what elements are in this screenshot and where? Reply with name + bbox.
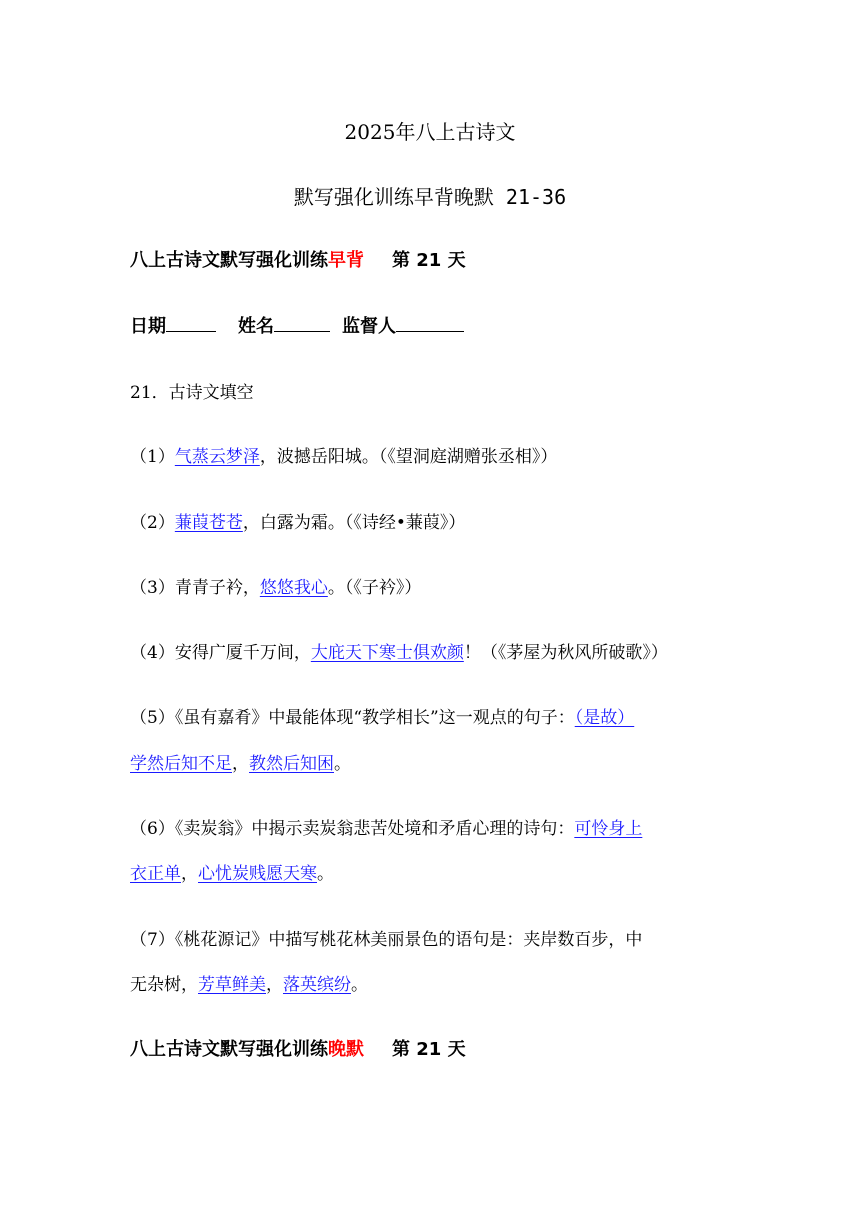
date-blank[interactable] bbox=[166, 313, 216, 332]
answer: 气蒸云梦泽 bbox=[174, 447, 260, 467]
supervisor-label: 监督人 bbox=[342, 316, 396, 337]
answer: 大庇天下寒士俱欢颜 bbox=[310, 643, 464, 663]
item-5-continued: 学然后知不足，教然后知困。 bbox=[130, 754, 351, 774]
answer: 悠悠我心 bbox=[259, 578, 328, 598]
date-label: 日期 bbox=[130, 316, 166, 337]
answer: 芳草鲜美 bbox=[198, 975, 266, 995]
evening-heading bbox=[130, 1035, 466, 1061]
item-6: （6）《卖炭翁》中揭示卖炭翁悲苦处境和矛盾心理的诗句：可怜身上 bbox=[130, 819, 643, 839]
answer: 心忧炭贱愿天寒 bbox=[198, 864, 317, 884]
document-subtitle bbox=[0, 181, 860, 210]
item-1: （1）气蒸云梦泽，波撼岳阳城。（《望洞庭湖赠张丞相》） bbox=[130, 447, 558, 467]
name-blank[interactable] bbox=[274, 313, 330, 332]
answer: 蒹葭苍苍 bbox=[174, 513, 243, 533]
name-label: 姓名 bbox=[238, 316, 274, 337]
info-row bbox=[130, 312, 464, 338]
evening-heading-mode: 晚默 bbox=[328, 1039, 364, 1060]
morning-heading-mode: 早背 bbox=[328, 250, 364, 271]
answer: 学然后知不足 bbox=[130, 754, 232, 774]
item-7-continued: 无杂树，芳草鲜美，落英缤纷。 bbox=[130, 975, 368, 995]
supervisor-blank[interactable] bbox=[396, 313, 464, 332]
title-line1: 2025年八上古诗文 bbox=[344, 120, 516, 144]
evening-heading-day: 第 21 天 bbox=[392, 1039, 466, 1060]
subtitle-range: 21-36 bbox=[493, 185, 567, 209]
item-6-continued: 衣正单，心忧炭贱愿天寒。 bbox=[130, 864, 334, 884]
answer: 衣正单 bbox=[130, 864, 181, 884]
subtitle-text: 默写强化训练早背晚默 bbox=[293, 185, 494, 209]
item-2: （2）蒹葭苍苍，白露为霜。（《诗经•蒹葭》） bbox=[130, 513, 466, 533]
item-7: （7）《桃花源记》中描写桃花林美丽景色的语句是：夹岸数百步，中 bbox=[130, 930, 643, 950]
item-5: （5）《虽有嘉肴》中最能体现“教学相长”这一观点的句子：（是故） bbox=[130, 708, 635, 728]
section-title: 21．古诗文填空 bbox=[130, 383, 254, 403]
morning-heading-day: 第 21 天 bbox=[392, 250, 466, 271]
answer: 可怜身上 bbox=[574, 819, 643, 839]
item-4: （4）安得广厦千万间，大庇天下寒士俱欢颜！（《茅屋为秋风所破歌》） bbox=[130, 643, 668, 663]
item-3: （3）青青子衿，悠悠我心。（《子衿》） bbox=[130, 578, 422, 598]
answer: 落英缤纷 bbox=[283, 975, 351, 995]
morning-heading bbox=[130, 246, 466, 272]
morning-heading-prefix: 八上古诗文默写强化训练 bbox=[130, 250, 328, 271]
document-title bbox=[0, 116, 860, 145]
answer: （是故） bbox=[574, 708, 635, 728]
answer: 教然后知困 bbox=[249, 754, 334, 774]
evening-heading-prefix: 八上古诗文默写强化训练 bbox=[130, 1039, 328, 1060]
